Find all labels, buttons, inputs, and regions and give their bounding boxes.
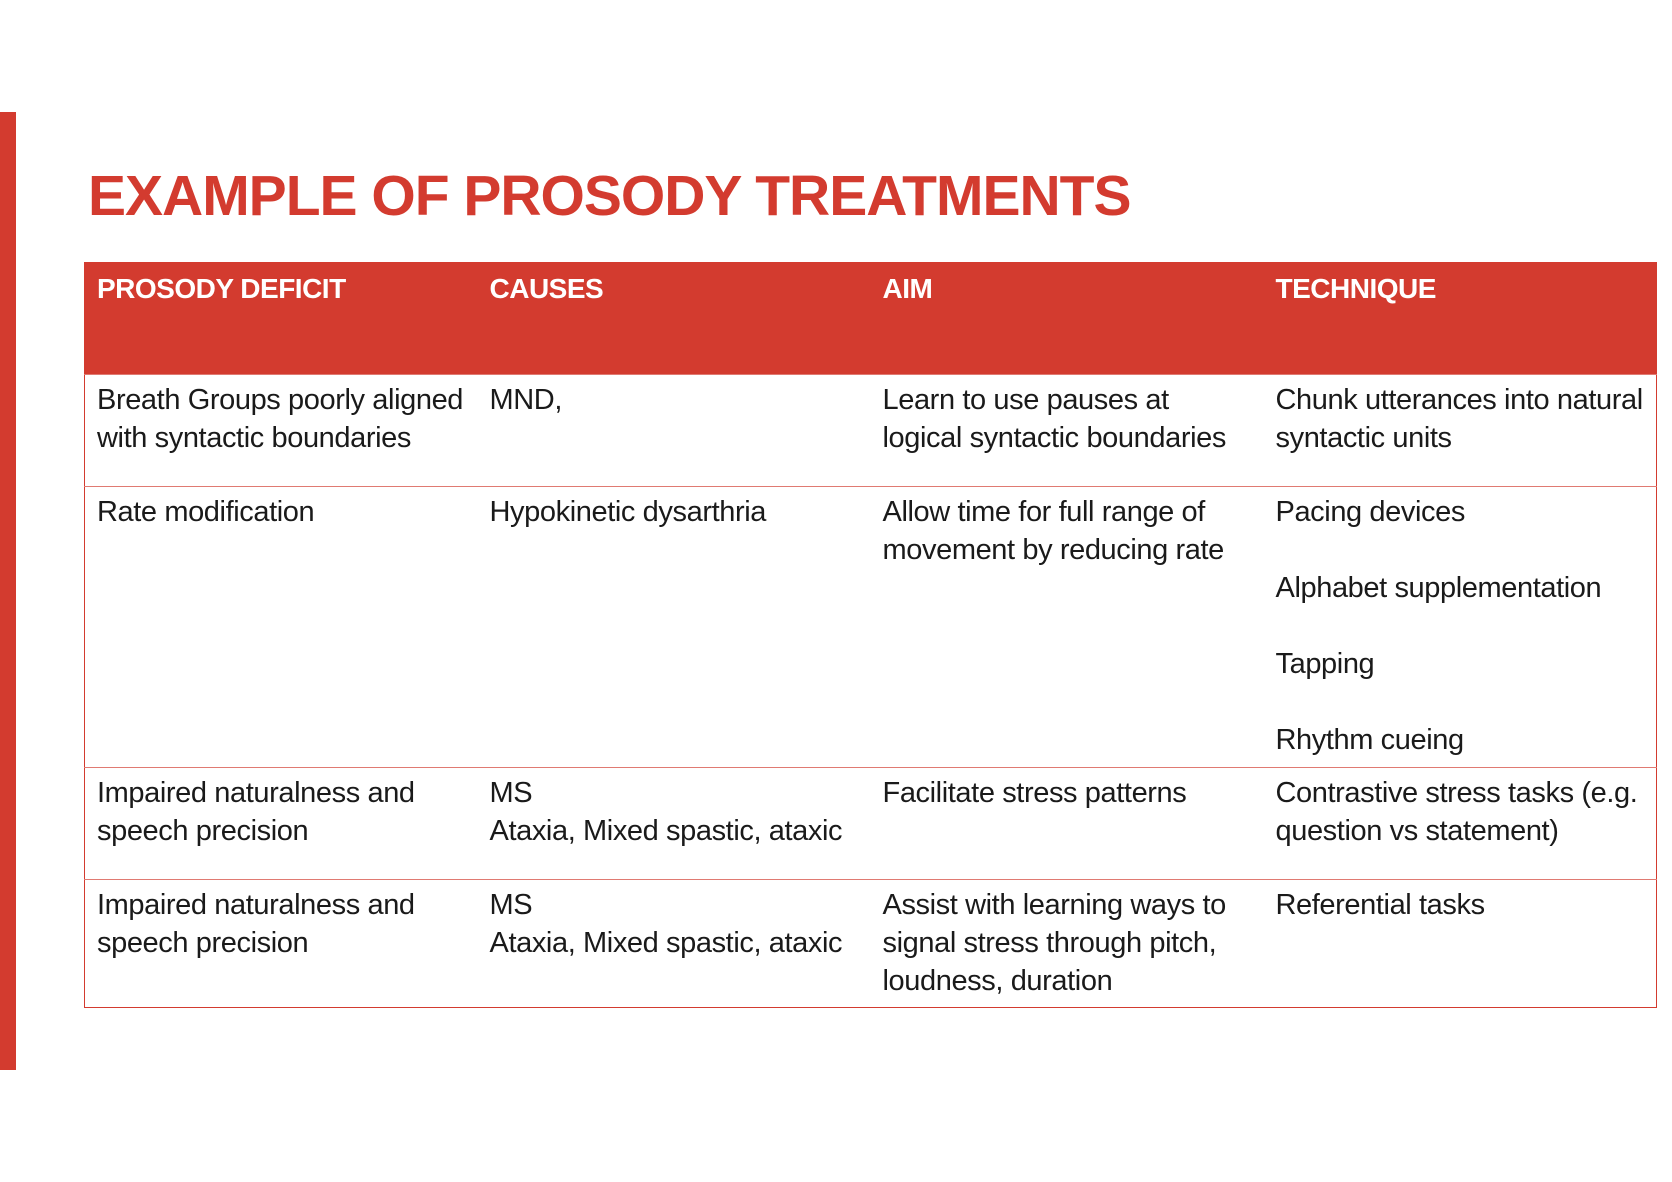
cause-line: MS bbox=[489, 777, 533, 809]
cell-deficit: Breath Groups poorly aligned with syntactic boundaries bbox=[85, 375, 478, 487]
technique-line: Pacing devices bbox=[1275, 496, 1465, 528]
cause-line: MND, bbox=[489, 384, 563, 416]
header-causes: CAUSES bbox=[489, 273, 604, 304]
cell-causes bbox=[478, 880, 871, 1008]
cause-line: Ataxia, Mixed spastic, ataxic bbox=[489, 815, 843, 847]
cause-line: MS bbox=[489, 889, 533, 921]
technique-line: Chunk utterances into natural syntactic units bbox=[1275, 384, 1643, 454]
treatments-table bbox=[84, 262, 1657, 1008]
header-technique: TECHNIQUE bbox=[1275, 273, 1436, 304]
technique-line: Referential tasks bbox=[1275, 889, 1485, 921]
cell-aim: Assist with learning ways to signal stress through pitch, loudness, duration bbox=[871, 880, 1264, 1008]
header-prosody-deficit: PROSODY DEFICIT bbox=[97, 273, 346, 304]
table-row bbox=[85, 375, 1657, 487]
page-title: EXAMPLE OF PROSODY TREATMENTS bbox=[88, 164, 1131, 228]
cell-technique bbox=[1264, 375, 1657, 487]
cell-aim: Facilitate stress patterns bbox=[871, 768, 1264, 880]
cell-deficit: Rate modification bbox=[85, 487, 478, 768]
accent-side-bar bbox=[0, 112, 16, 1070]
table-row bbox=[85, 487, 1657, 768]
technique-line: Contrastive stress tasks (e.g. question vs statement) bbox=[1275, 777, 1638, 847]
cell-causes bbox=[478, 487, 871, 768]
cell-causes bbox=[478, 768, 871, 880]
cause-line: Hypokinetic dysarthria bbox=[489, 496, 766, 528]
cell-technique bbox=[1264, 880, 1657, 1008]
technique-line: Tapping bbox=[1275, 648, 1375, 680]
cell-causes bbox=[478, 375, 871, 487]
treatments-table-container bbox=[84, 262, 1656, 1008]
cell-aim: Learn to use pauses at logical syntactic boundaries bbox=[871, 375, 1264, 487]
header-aim: AIM bbox=[882, 273, 933, 304]
technique-line: Rhythm cueing bbox=[1275, 724, 1464, 756]
cell-aim: Allow time for full range of movement by reducing rate bbox=[871, 487, 1264, 768]
cell-deficit: Impaired naturalness and speech precision bbox=[85, 880, 478, 1008]
table-row bbox=[85, 880, 1657, 1008]
table-row bbox=[85, 768, 1657, 880]
cell-technique bbox=[1264, 768, 1657, 880]
cause-line: Ataxia, Mixed spastic, ataxic bbox=[489, 927, 843, 959]
cell-technique bbox=[1264, 487, 1657, 768]
technique-line: Alphabet supplementation bbox=[1275, 572, 1602, 604]
cell-deficit: Impaired naturalness and speech precision bbox=[85, 768, 478, 880]
table-header-row bbox=[85, 263, 1657, 375]
